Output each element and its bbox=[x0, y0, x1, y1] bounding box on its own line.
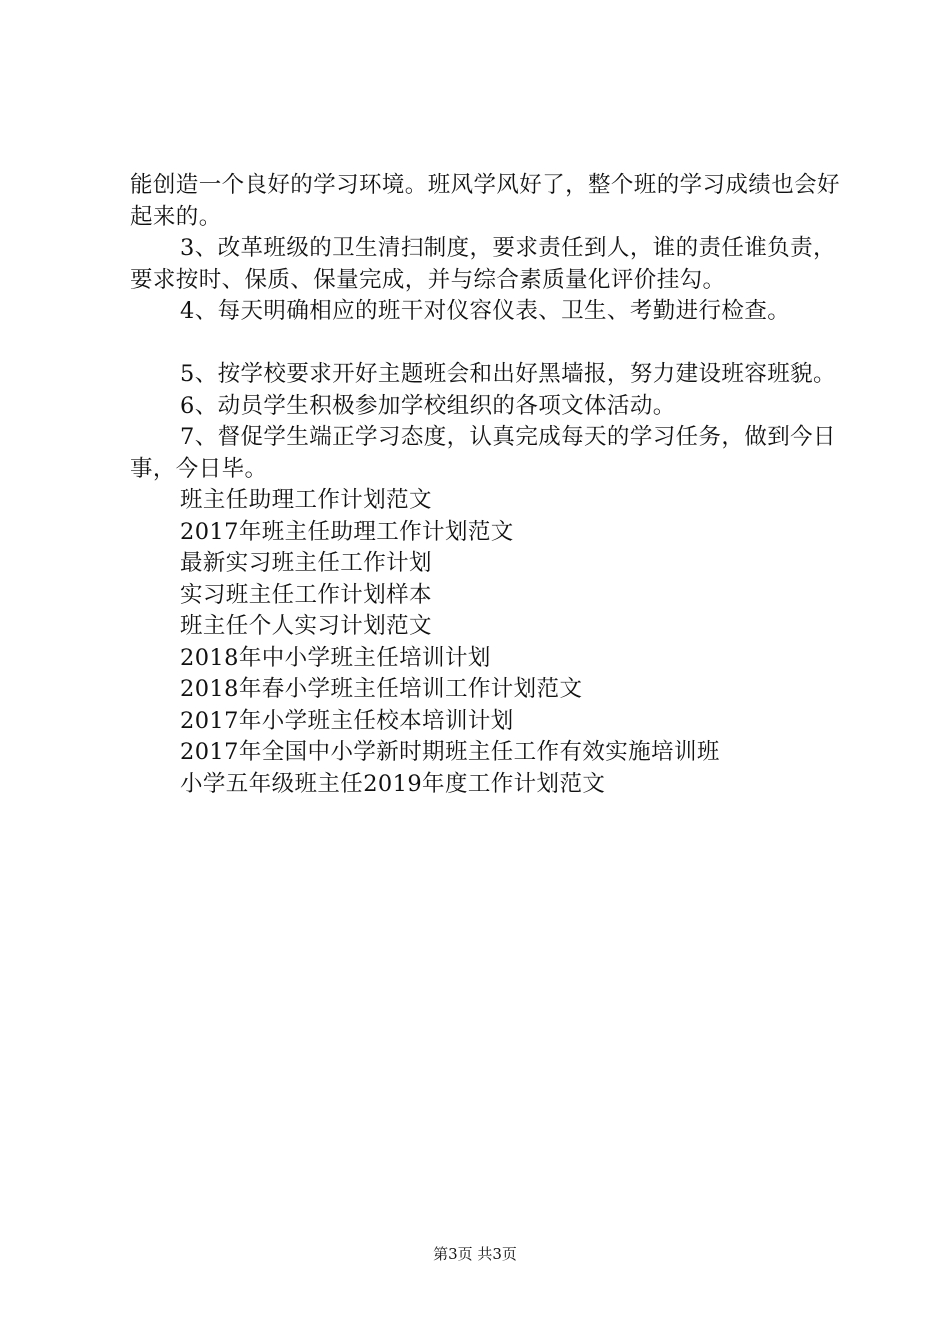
related-link[interactable]: 2017年班主任助理工作计划范文 bbox=[180, 518, 514, 545]
page-number-footer: 第3页 共3页 bbox=[433, 1245, 517, 1263]
related-link[interactable]: 实习班主任工作计划样本 bbox=[180, 581, 432, 608]
related-link[interactable]: 小学五年级班主任2019年度工作计划范文 bbox=[180, 770, 606, 797]
related-link[interactable]: 最新实习班主任工作计划 bbox=[180, 550, 432, 576]
document-body bbox=[130, 170, 842, 800]
related-link[interactable]: 班主任个人实习计划范文 bbox=[180, 613, 432, 639]
related-links-list bbox=[130, 485, 842, 800]
paragraph-item-4: 4、每天明确相应的班干对仪容仪表、卫生、考勤进行检查。 bbox=[180, 298, 791, 324]
related-link[interactable]: 班主任助理工作计划范文 bbox=[180, 487, 432, 513]
related-link[interactable]: 2018年春小学班主任培训工作计划范文 bbox=[180, 676, 583, 702]
paragraph-continuation: 能创造一个良好的学习环境。班风学风好了，整个班的学习成绩也会好起来的。 bbox=[130, 172, 840, 230]
related-link[interactable]: 2017年全国中小学新时期班主任工作有效实施培训班 bbox=[180, 739, 720, 765]
paragraph-item-5: 5、按学校要求开好主题班会和出好黑墙报，努力建设班容班貌。 bbox=[180, 361, 836, 387]
related-link[interactable]: 2018年中小学班主任培训计划 bbox=[180, 644, 491, 671]
paragraph-item-6: 6、动员学生积极参加学校组织的各项文体活动。 bbox=[180, 392, 676, 419]
paragraph-item-3: 3、改革班级的卫生清扫制度，要求责任到人，谁的责任谁负责，要求按时、保质、保量完成，并与综合素质量化评价挂勾。 bbox=[130, 235, 836, 293]
related-link[interactable]: 2017年小学班主任校本培训计划 bbox=[180, 707, 514, 734]
paragraph-item-7: 7、督促学生端正学习态度，认真完成每天的学习任务，做到今日事，今日毕。 bbox=[130, 424, 836, 482]
